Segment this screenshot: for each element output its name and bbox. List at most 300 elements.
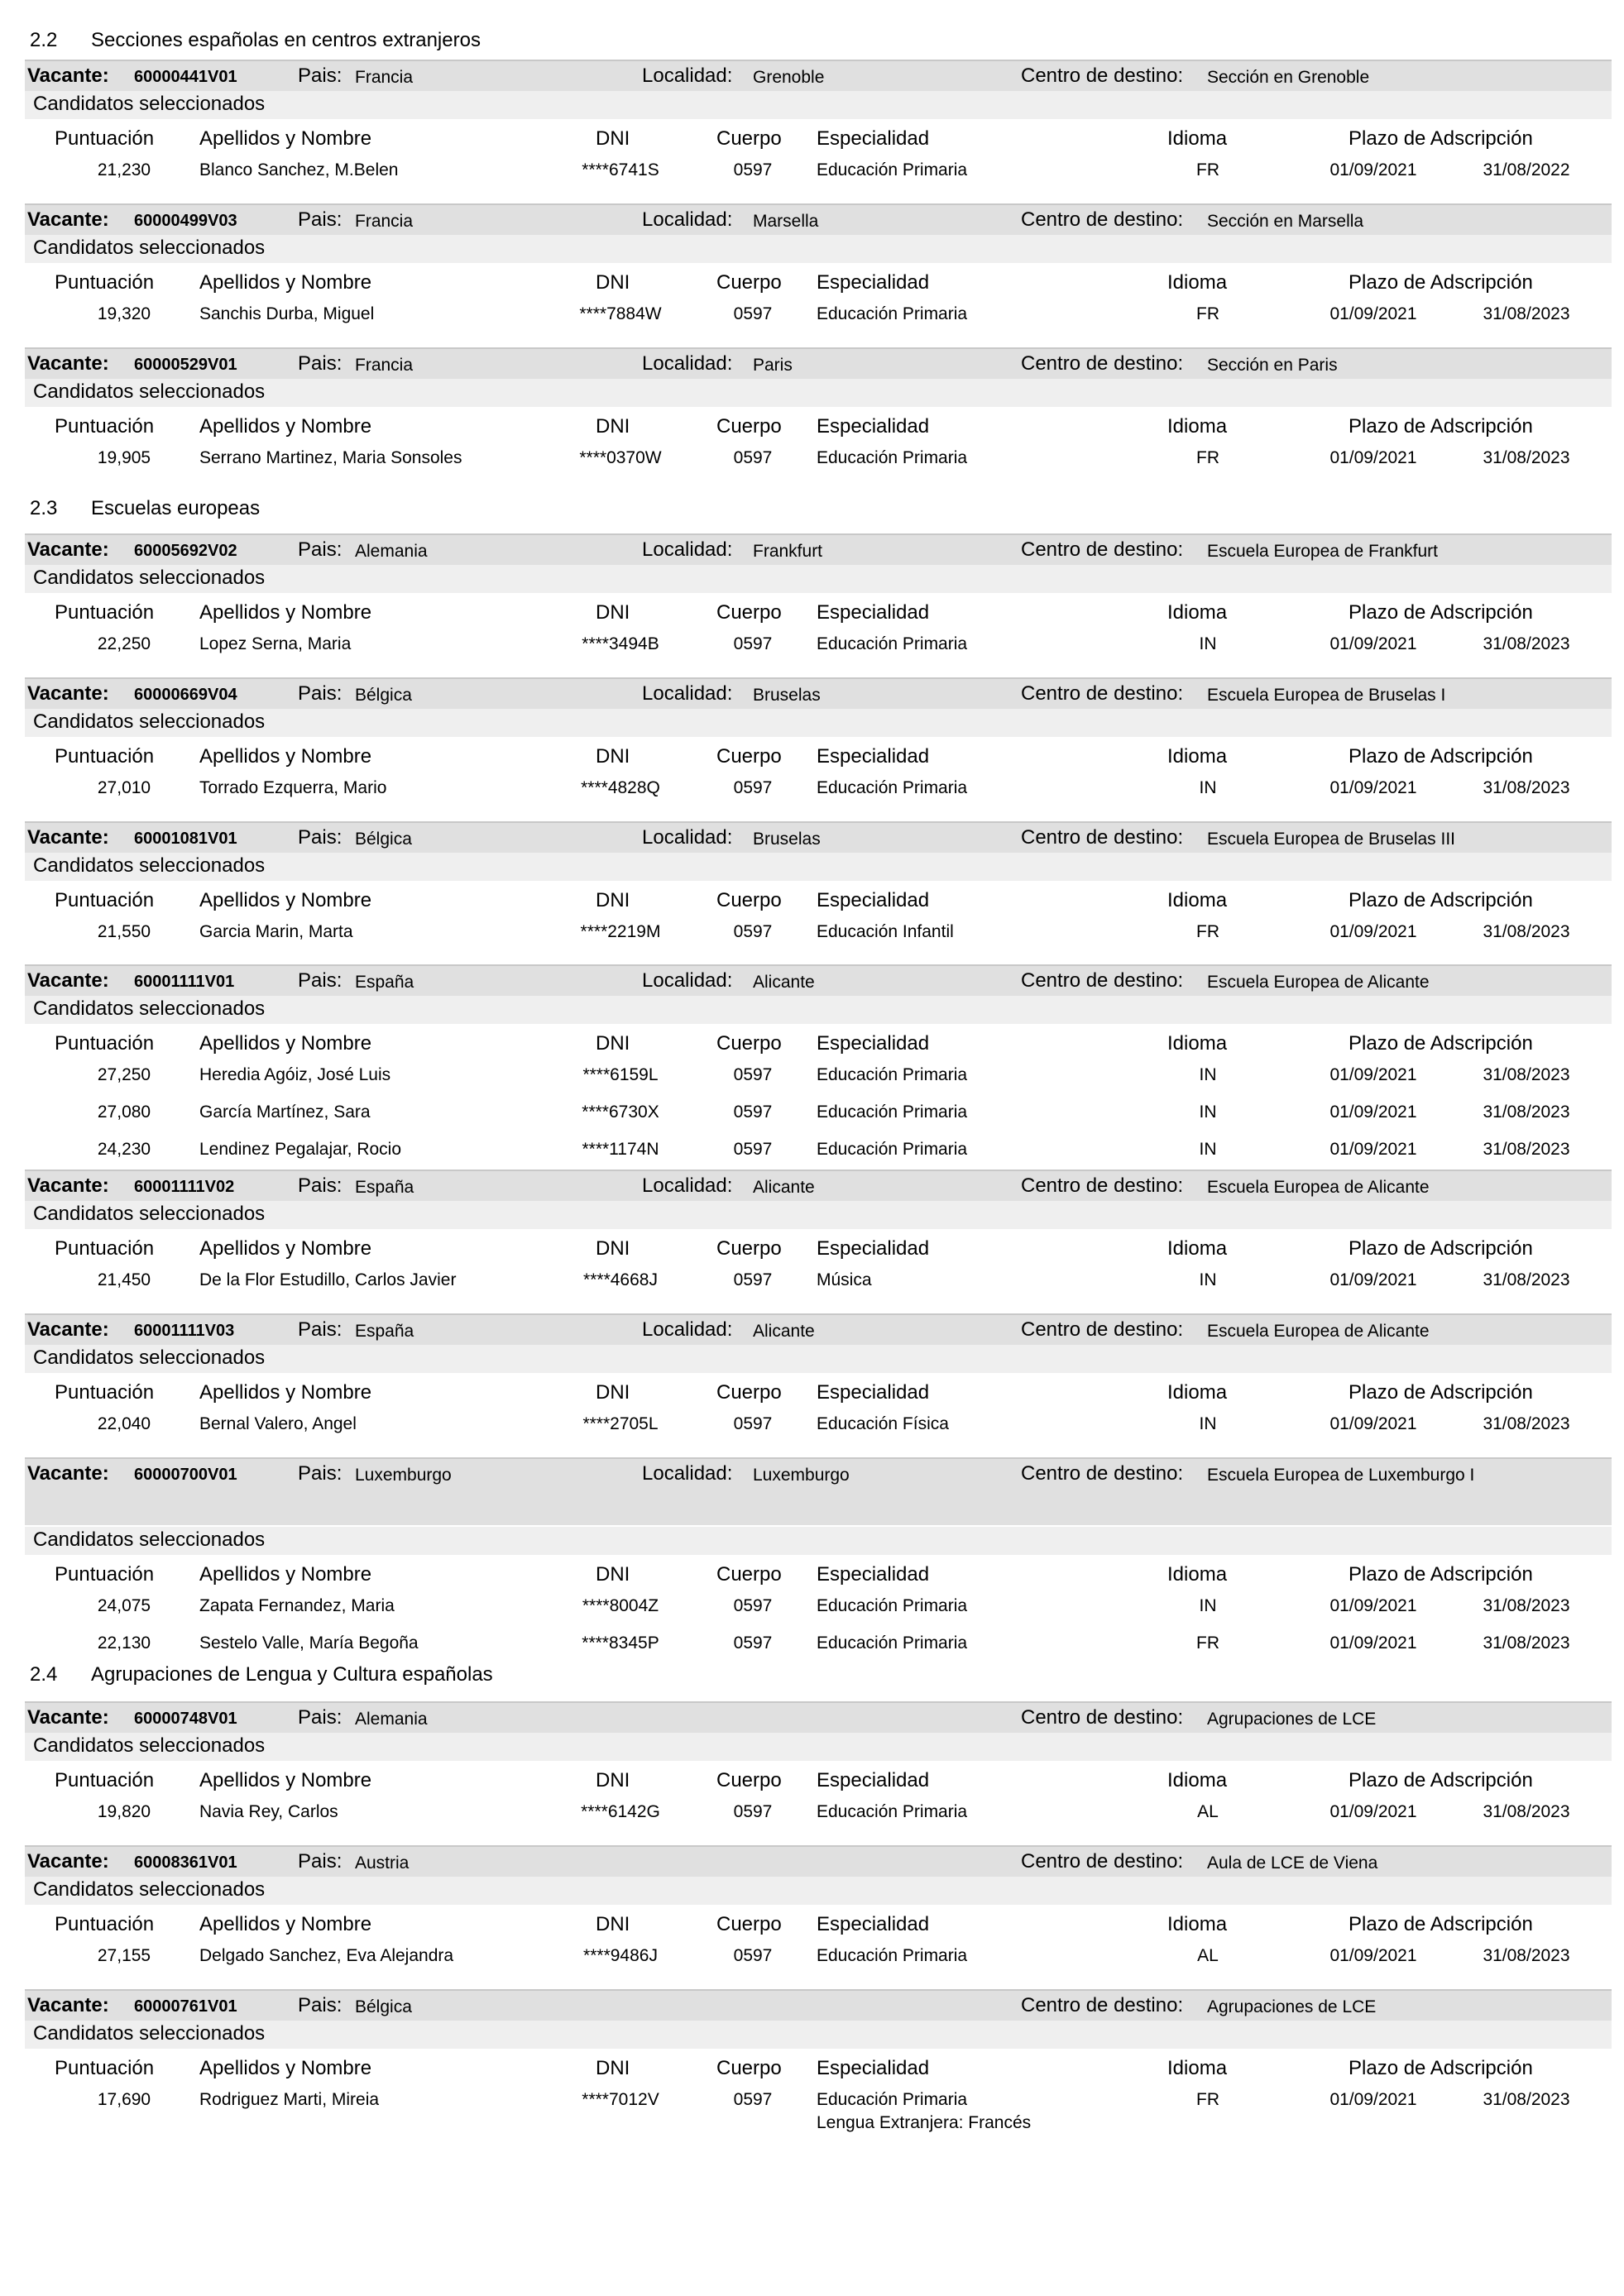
vacante-label: Vacante: xyxy=(27,969,109,992)
centro-label: Centro de destino: xyxy=(1021,1706,1184,1729)
col-dni-header: DNI xyxy=(596,1381,630,1404)
col-puntuacion-header: Puntuación xyxy=(55,1237,155,1260)
pais-value: España xyxy=(355,1178,414,1197)
pais-value: Austria xyxy=(355,1854,410,1873)
plazo-desde-cell: 01/09/2021 xyxy=(1329,1414,1417,1433)
col-idioma-header: Idioma xyxy=(1167,1237,1228,1260)
section-title-text: Escuelas europeas xyxy=(91,497,261,519)
candidatos-bar xyxy=(25,379,1612,407)
idioma-cell: AL xyxy=(1197,1946,1219,1965)
column-header-row xyxy=(25,887,1612,916)
col-cuerpo-header: Cuerpo xyxy=(716,2057,782,2079)
col-especialidad-header: Especialidad xyxy=(817,1769,930,1791)
plazo-desde-cell: 01/09/2021 xyxy=(1329,1270,1417,1289)
nombre-cell: Serrano Martinez, Maria Sonsoles xyxy=(199,448,462,467)
idioma-cell: AL xyxy=(1197,1802,1219,1821)
plazo-desde-cell: 01/09/2021 xyxy=(1329,1103,1417,1122)
dni-cell: ****6730X xyxy=(582,1103,659,1122)
column-header-row xyxy=(25,126,1612,154)
vacancy-header-bar xyxy=(25,60,1612,91)
vacante-code: 60001111V02 xyxy=(134,1178,235,1196)
localidad-label: Localidad: xyxy=(642,1174,733,1197)
vacancy-header-bar xyxy=(25,1313,1612,1345)
candidate-row xyxy=(25,1062,1612,1100)
vacancy-header-bar xyxy=(25,347,1612,379)
localidad-label: Localidad: xyxy=(642,1318,733,1341)
idioma-cell: FR xyxy=(1196,922,1219,941)
pais-value: Alemania xyxy=(355,542,428,561)
localidad-label: Localidad: xyxy=(642,969,733,992)
col-especialidad-header: Especialidad xyxy=(817,2057,930,2079)
dni-cell: ****9486J xyxy=(583,1946,658,1965)
vacancy-header-bar xyxy=(25,1457,1612,1525)
candidatos-bar xyxy=(25,2021,1612,2049)
col-dni-header: DNI xyxy=(596,601,630,624)
plazo-hasta-cell: 31/08/2023 xyxy=(1483,1270,1570,1289)
col-apellidos-header: Apellidos y Nombre xyxy=(199,2057,372,2079)
localidad-value: Frankfurt xyxy=(753,542,823,561)
col-idioma-header: Idioma xyxy=(1167,601,1228,624)
column-header-row xyxy=(25,744,1612,772)
dni-cell: ****1174N xyxy=(582,1140,659,1159)
localidad-value: Alicante xyxy=(753,1178,815,1197)
especialidad-cell: Educación Infantil xyxy=(817,922,954,941)
candidatos-label: Candidatos seleccionados xyxy=(33,854,266,877)
pais-value: Alemania xyxy=(355,1710,428,1729)
col-puntuacion-header: Puntuación xyxy=(55,127,155,150)
candidatos-label: Candidatos seleccionados xyxy=(33,1203,266,1225)
centro-label: Centro de destino: xyxy=(1021,969,1184,992)
col-dni-header: DNI xyxy=(596,889,630,911)
candidatos-label: Candidatos seleccionados xyxy=(33,1878,266,1901)
col-dni-header: DNI xyxy=(596,1237,630,1260)
nombre-cell: Zapata Fernandez, Maria xyxy=(199,1596,395,1615)
candidatos-label: Candidatos seleccionados xyxy=(33,380,266,403)
plazo-hasta-cell: 31/08/2023 xyxy=(1483,1414,1570,1433)
dni-cell: ****0370W xyxy=(579,448,662,467)
plazo-desde-cell: 01/09/2021 xyxy=(1329,634,1417,653)
cuerpo-cell: 0597 xyxy=(733,160,773,179)
vacante-label: Vacante: xyxy=(27,1706,109,1729)
pais-label: Pais: xyxy=(298,969,343,992)
puntuacion-cell: 19,905 xyxy=(97,448,151,467)
col-idioma-header: Idioma xyxy=(1167,745,1228,768)
centro-label: Centro de destino: xyxy=(1021,1994,1184,2016)
cuerpo-cell: 0597 xyxy=(733,1946,773,1965)
localidad-value: Luxemburgo xyxy=(753,1466,850,1485)
col-idioma-header: Idioma xyxy=(1167,1381,1228,1404)
col-cuerpo-header: Cuerpo xyxy=(716,271,782,294)
col-plazo-header: Plazo de Adscripción xyxy=(1349,1563,1533,1586)
candidatos-bar xyxy=(25,91,1612,119)
candidate-row xyxy=(25,1411,1612,1449)
plazo-desde-cell: 01/09/2021 xyxy=(1329,1140,1417,1159)
especialidad-cell: Educación Primaria xyxy=(817,160,968,179)
col-idioma-header: Idioma xyxy=(1167,1769,1228,1791)
plazo-hasta-cell: 31/08/2023 xyxy=(1483,922,1570,941)
vacante-label: Vacante: xyxy=(27,682,109,705)
vacante-label: Vacante: xyxy=(27,538,109,561)
col-puntuacion-header: Puntuación xyxy=(55,1563,155,1586)
vacante-code: 60008361V01 xyxy=(134,1854,237,1872)
col-plazo-header: Plazo de Adscripción xyxy=(1349,601,1533,624)
nombre-cell: Blanco Sanchez, M.Belen xyxy=(199,160,399,179)
localidad-label: Localidad: xyxy=(642,826,733,849)
vacante-label: Vacante: xyxy=(27,826,109,849)
col-cuerpo-header: Cuerpo xyxy=(716,745,782,768)
puntuacion-cell: 27,080 xyxy=(97,1103,151,1122)
col-especialidad-header: Especialidad xyxy=(817,127,930,150)
col-plazo-header: Plazo de Adscripción xyxy=(1349,745,1533,768)
especialidad-cell: Educación Primaria xyxy=(817,304,968,323)
plazo-desde-cell: 01/09/2021 xyxy=(1329,304,1417,323)
candidatos-label: Candidatos seleccionados xyxy=(33,1528,266,1551)
col-puntuacion-header: Puntuación xyxy=(55,745,155,768)
centro-value: Agrupaciones de LCE xyxy=(1207,1997,1377,2016)
puntuacion-cell: 27,010 xyxy=(97,778,151,797)
candidatos-bar xyxy=(25,709,1612,737)
col-especialidad-header: Especialidad xyxy=(817,1381,930,1404)
col-plazo-header: Plazo de Adscripción xyxy=(1349,1769,1533,1791)
candidatos-label: Candidatos seleccionados xyxy=(33,997,266,1020)
dni-cell: ****4668J xyxy=(583,1270,658,1289)
idioma-cell: IN xyxy=(1199,1596,1217,1615)
col-especialidad-header: Especialidad xyxy=(817,271,930,294)
column-header-row xyxy=(25,2055,1612,2083)
centro-value: Agrupaciones de LCE xyxy=(1207,1710,1377,1729)
puntuacion-cell: 17,690 xyxy=(97,2090,151,2109)
col-especialidad-header: Especialidad xyxy=(817,745,930,768)
pais-label: Pais: xyxy=(298,1174,343,1197)
localidad-label: Localidad: xyxy=(642,538,733,561)
candidatos-bar xyxy=(25,996,1612,1024)
plazo-desde-cell: 01/09/2021 xyxy=(1329,1634,1417,1653)
col-apellidos-header: Apellidos y Nombre xyxy=(199,1237,372,1260)
vacante-code: 60000499V03 xyxy=(134,212,237,230)
nombre-cell: Navia Rey, Carlos xyxy=(199,1802,338,1821)
plazo-desde-cell: 01/09/2021 xyxy=(1329,160,1417,179)
section-title-text: Secciones españolas en centros extranjeros xyxy=(91,29,481,51)
col-plazo-header: Plazo de Adscripción xyxy=(1349,415,1533,438)
pais-value: Bélgica xyxy=(355,1997,412,2016)
candidate-row xyxy=(25,445,1612,483)
col-cuerpo-header: Cuerpo xyxy=(716,1032,782,1055)
col-apellidos-header: Apellidos y Nombre xyxy=(199,127,372,150)
localidad-value: Paris xyxy=(753,356,793,375)
col-puntuacion-header: Puntuación xyxy=(55,601,155,624)
section-number: 2.2 xyxy=(30,29,58,51)
column-header-row xyxy=(25,1767,1612,1796)
col-apellidos-header: Apellidos y Nombre xyxy=(199,601,372,624)
column-header-row xyxy=(25,1911,1612,1940)
plazo-hasta-cell: 31/08/2023 xyxy=(1483,448,1570,467)
col-cuerpo-header: Cuerpo xyxy=(716,1381,782,1404)
vacancy-header-bar xyxy=(25,1989,1612,2021)
candidate-row xyxy=(25,1943,1612,1981)
dni-cell: ****6741S xyxy=(582,160,659,179)
col-apellidos-header: Apellidos y Nombre xyxy=(199,1769,372,1791)
col-puntuacion-header: Puntuación xyxy=(55,889,155,911)
cuerpo-cell: 0597 xyxy=(733,922,773,941)
plazo-hasta-cell: 31/08/2023 xyxy=(1483,1634,1570,1653)
col-apellidos-header: Apellidos y Nombre xyxy=(199,1563,372,1586)
puntuacion-cell: 21,230 xyxy=(97,160,151,179)
centro-label: Centro de destino: xyxy=(1021,65,1184,87)
vacante-label: Vacante: xyxy=(27,1462,109,1485)
puntuacion-cell: 22,130 xyxy=(97,1634,151,1653)
localidad-label: Localidad: xyxy=(642,352,733,375)
puntuacion-cell: 19,320 xyxy=(97,304,151,323)
vacante-code: 60000700V01 xyxy=(134,1466,237,1484)
localidad-label: Localidad: xyxy=(642,682,733,705)
vacante-label: Vacante: xyxy=(27,352,109,375)
cuerpo-cell: 0597 xyxy=(733,778,773,797)
cuerpo-cell: 0597 xyxy=(733,1414,773,1433)
pais-label: Pais: xyxy=(298,1706,343,1729)
vacante-code: 60000529V01 xyxy=(134,356,237,374)
vacancy-header-bar xyxy=(25,677,1612,709)
plazo-hasta-cell: 31/08/2023 xyxy=(1483,1802,1570,1821)
col-idioma-header: Idioma xyxy=(1167,127,1228,150)
centro-label: Centro de destino: xyxy=(1021,352,1184,375)
col-idioma-header: Idioma xyxy=(1167,889,1228,911)
especialidad-cell: Educación Primaria xyxy=(817,1946,968,1965)
especialidad-cell: Educación Primaria xyxy=(817,634,968,653)
pais-label: Pais: xyxy=(298,826,343,849)
centro-label: Centro de destino: xyxy=(1021,1462,1184,1485)
col-dni-header: DNI xyxy=(596,1032,630,1055)
puntuacion-cell: 27,155 xyxy=(97,1946,151,1965)
vacante-code: 60000761V01 xyxy=(134,1997,237,2016)
vacancy-header-bar xyxy=(25,964,1612,996)
nombre-cell: Sestelo Valle, María Begoña xyxy=(199,1634,419,1653)
idioma-cell: IN xyxy=(1199,778,1217,797)
nombre-cell: Lendinez Pegalajar, Rocio xyxy=(199,1140,402,1159)
col-plazo-header: Plazo de Adscripción xyxy=(1349,271,1533,294)
column-header-row xyxy=(25,1562,1612,1590)
vacancy-header-bar xyxy=(25,1701,1612,1733)
col-plazo-header: Plazo de Adscripción xyxy=(1349,889,1533,911)
col-dni-header: DNI xyxy=(596,127,630,150)
pais-label: Pais: xyxy=(298,1994,343,2016)
idioma-cell: FR xyxy=(1196,2090,1219,2109)
vacancy-header-bar xyxy=(25,533,1612,565)
vacancy-header-bar xyxy=(25,203,1612,235)
especialidad-secondary-cell: Lengua Extranjera: Francés xyxy=(817,2113,1032,2132)
candidatos-label: Candidatos seleccionados xyxy=(33,237,266,259)
candidate-row xyxy=(25,1267,1612,1305)
centro-value: Escuela Europea de Alicante xyxy=(1207,1178,1430,1197)
col-idioma-header: Idioma xyxy=(1167,2057,1228,2079)
candidatos-bar xyxy=(25,853,1612,881)
candidate-row xyxy=(25,157,1612,195)
vacante-label: Vacante: xyxy=(27,65,109,87)
cuerpo-cell: 0597 xyxy=(733,1065,773,1084)
plazo-desde-cell: 01/09/2021 xyxy=(1329,1946,1417,1965)
centro-value: Escuela Europea de Alicante xyxy=(1207,973,1430,992)
puntuacion-cell: 21,550 xyxy=(97,922,151,941)
col-puntuacion-header: Puntuación xyxy=(55,2057,155,2079)
vacante-label: Vacante: xyxy=(27,1318,109,1341)
cuerpo-cell: 0597 xyxy=(733,2090,773,2109)
plazo-hasta-cell: 31/08/2023 xyxy=(1483,778,1570,797)
plazo-desde-cell: 01/09/2021 xyxy=(1329,1802,1417,1821)
col-idioma-header: Idioma xyxy=(1167,271,1228,294)
col-especialidad-header: Especialidad xyxy=(817,601,930,624)
pais-label: Pais: xyxy=(298,682,343,705)
nombre-cell: Bernal Valero, Angel xyxy=(199,1414,357,1433)
plazo-desde-cell: 01/09/2021 xyxy=(1329,1065,1417,1084)
nombre-cell: Garcia Marin, Marta xyxy=(199,922,353,941)
pais-label: Pais: xyxy=(298,208,343,231)
especialidad-cell: Educación Primaria xyxy=(817,2090,968,2109)
vacante-code: 60000441V01 xyxy=(134,68,237,86)
pais-value: Luxemburgo xyxy=(355,1466,452,1485)
nombre-cell: Torrado Ezquerra, Mario xyxy=(199,778,387,797)
nombre-cell: Sanchis Durba, Miguel xyxy=(199,304,375,323)
section-number: 2.3 xyxy=(30,497,58,519)
col-apellidos-header: Apellidos y Nombre xyxy=(199,889,372,911)
candidatos-label: Candidatos seleccionados xyxy=(33,93,266,115)
localidad-label: Localidad: xyxy=(642,1462,733,1485)
especialidad-cell: Educación Primaria xyxy=(817,448,968,467)
col-cuerpo-header: Cuerpo xyxy=(716,1237,782,1260)
col-cuerpo-header: Cuerpo xyxy=(716,1913,782,1935)
col-apellidos-header: Apellidos y Nombre xyxy=(199,415,372,438)
candidatos-label: Candidatos seleccionados xyxy=(33,567,266,589)
vacante-label: Vacante: xyxy=(27,1174,109,1197)
pais-value: Francia xyxy=(355,212,414,231)
plazo-desde-cell: 01/09/2021 xyxy=(1329,778,1417,797)
plazo-desde-cell: 01/09/2021 xyxy=(1329,448,1417,467)
candidatos-bar xyxy=(25,1877,1612,1905)
dni-cell: ****7884W xyxy=(579,304,662,323)
candidatos-bar xyxy=(25,1733,1612,1761)
candidate-row xyxy=(25,775,1612,813)
col-apellidos-header: Apellidos y Nombre xyxy=(199,1032,372,1055)
especialidad-cell: Educación Primaria xyxy=(817,778,968,797)
col-apellidos-header: Apellidos y Nombre xyxy=(199,1381,372,1404)
plazo-hasta-cell: 31/08/2023 xyxy=(1483,1065,1570,1084)
pais-label: Pais: xyxy=(298,1462,343,1485)
puntuacion-cell: 24,230 xyxy=(97,1140,151,1159)
pais-value: Bélgica xyxy=(355,686,412,705)
centro-value: Aula de LCE de Viena xyxy=(1207,1854,1378,1873)
localidad-value: Bruselas xyxy=(753,686,821,705)
cuerpo-cell: 0597 xyxy=(733,1802,773,1821)
plazo-hasta-cell: 31/08/2023 xyxy=(1483,1946,1570,1965)
dni-cell: ****6159L xyxy=(582,1065,659,1084)
candidatos-bar xyxy=(25,1345,1612,1373)
dni-cell: ****8345P xyxy=(582,1634,659,1653)
idioma-cell: FR xyxy=(1196,304,1219,323)
localidad-label: Localidad: xyxy=(642,65,733,87)
col-cuerpo-header: Cuerpo xyxy=(716,1563,782,1586)
cuerpo-cell: 0597 xyxy=(733,634,773,653)
col-plazo-header: Plazo de Adscripción xyxy=(1349,127,1533,150)
pais-label: Pais: xyxy=(298,538,343,561)
plazo-hasta-cell: 31/08/2023 xyxy=(1483,304,1570,323)
nombre-cell: Rodriguez Marti, Mireia xyxy=(199,2090,380,2109)
section-heading xyxy=(30,496,260,521)
col-dni-header: DNI xyxy=(596,271,630,294)
col-puntuacion-header: Puntuación xyxy=(55,1032,155,1055)
col-idioma-header: Idioma xyxy=(1167,415,1228,438)
plazo-hasta-cell: 31/08/2023 xyxy=(1483,1140,1570,1159)
localidad-value: Alicante xyxy=(753,1322,815,1341)
plazo-desde-cell: 01/09/2021 xyxy=(1329,1596,1417,1615)
vacante-code: 60001111V01 xyxy=(134,973,235,991)
centro-label: Centro de destino: xyxy=(1021,538,1184,561)
section-title-text: Agrupaciones de Lengua y Cultura españolas xyxy=(91,1663,493,1686)
col-dni-header: DNI xyxy=(596,745,630,768)
vacancy-header-bar xyxy=(25,821,1612,853)
cuerpo-cell: 0597 xyxy=(733,1103,773,1122)
pais-value: Francia xyxy=(355,68,414,87)
localidad-value: Grenoble xyxy=(753,68,825,87)
dni-cell: ****2219M xyxy=(580,922,661,941)
idioma-cell: IN xyxy=(1199,634,1217,653)
cuerpo-cell: 0597 xyxy=(733,448,773,467)
plazo-hasta-cell: 31/08/2023 xyxy=(1483,634,1570,653)
col-plazo-header: Plazo de Adscripción xyxy=(1349,1913,1533,1935)
dni-cell: ****6142G xyxy=(581,1802,660,1821)
vacante-code: 60000748V01 xyxy=(134,1710,237,1728)
col-apellidos-header: Apellidos y Nombre xyxy=(199,271,372,294)
nombre-cell: Lopez Serna, Maria xyxy=(199,634,352,653)
localidad-value: Bruselas xyxy=(753,830,821,849)
dni-cell: ****7012V xyxy=(582,2090,659,2109)
col-apellidos-header: Apellidos y Nombre xyxy=(199,745,372,768)
cuerpo-cell: 0597 xyxy=(733,1634,773,1653)
col-puntuacion-header: Puntuación xyxy=(55,1769,155,1791)
col-puntuacion-header: Puntuación xyxy=(55,271,155,294)
col-plazo-header: Plazo de Adscripción xyxy=(1349,2057,1533,2079)
centro-label: Centro de destino: xyxy=(1021,682,1184,705)
vacancy-header-bar xyxy=(25,1845,1612,1877)
section-heading xyxy=(30,1662,493,1687)
centro-value: Escuela Europea de Bruselas III xyxy=(1207,830,1456,849)
centro-label: Centro de destino: xyxy=(1021,1850,1184,1873)
puntuacion-cell: 22,040 xyxy=(97,1414,151,1433)
pais-label: Pais: xyxy=(298,65,343,87)
candidatos-bar xyxy=(25,235,1612,263)
column-header-row xyxy=(25,1031,1612,1059)
candidatos-bar xyxy=(25,565,1612,593)
col-especialidad-header: Especialidad xyxy=(817,1237,930,1260)
cuerpo-cell: 0597 xyxy=(733,1140,773,1159)
col-plazo-header: Plazo de Adscripción xyxy=(1349,1381,1533,1404)
vacante-label: Vacante: xyxy=(27,1850,109,1873)
dni-cell: ****2705L xyxy=(582,1414,659,1433)
idioma-cell: IN xyxy=(1199,1414,1217,1433)
candidate-row xyxy=(25,1099,1612,1137)
col-cuerpo-header: Cuerpo xyxy=(716,889,782,911)
localidad-value: Alicante xyxy=(753,973,815,992)
candidate-row xyxy=(25,1799,1612,1837)
candidate-row xyxy=(25,631,1612,669)
section-heading xyxy=(30,28,481,53)
especialidad-cell: Educación Primaria xyxy=(817,1634,968,1653)
cuerpo-cell: 0597 xyxy=(733,1596,773,1615)
candidate-row xyxy=(25,301,1612,339)
column-header-row xyxy=(25,270,1612,298)
candidate-row xyxy=(25,919,1612,957)
plazo-desde-cell: 01/09/2021 xyxy=(1329,2090,1417,2109)
especialidad-cell: Música xyxy=(817,1270,872,1289)
nombre-cell: De la Flor Estudillo, Carlos Javier xyxy=(199,1270,457,1289)
especialidad-cell: Educación Primaria xyxy=(817,1065,968,1084)
